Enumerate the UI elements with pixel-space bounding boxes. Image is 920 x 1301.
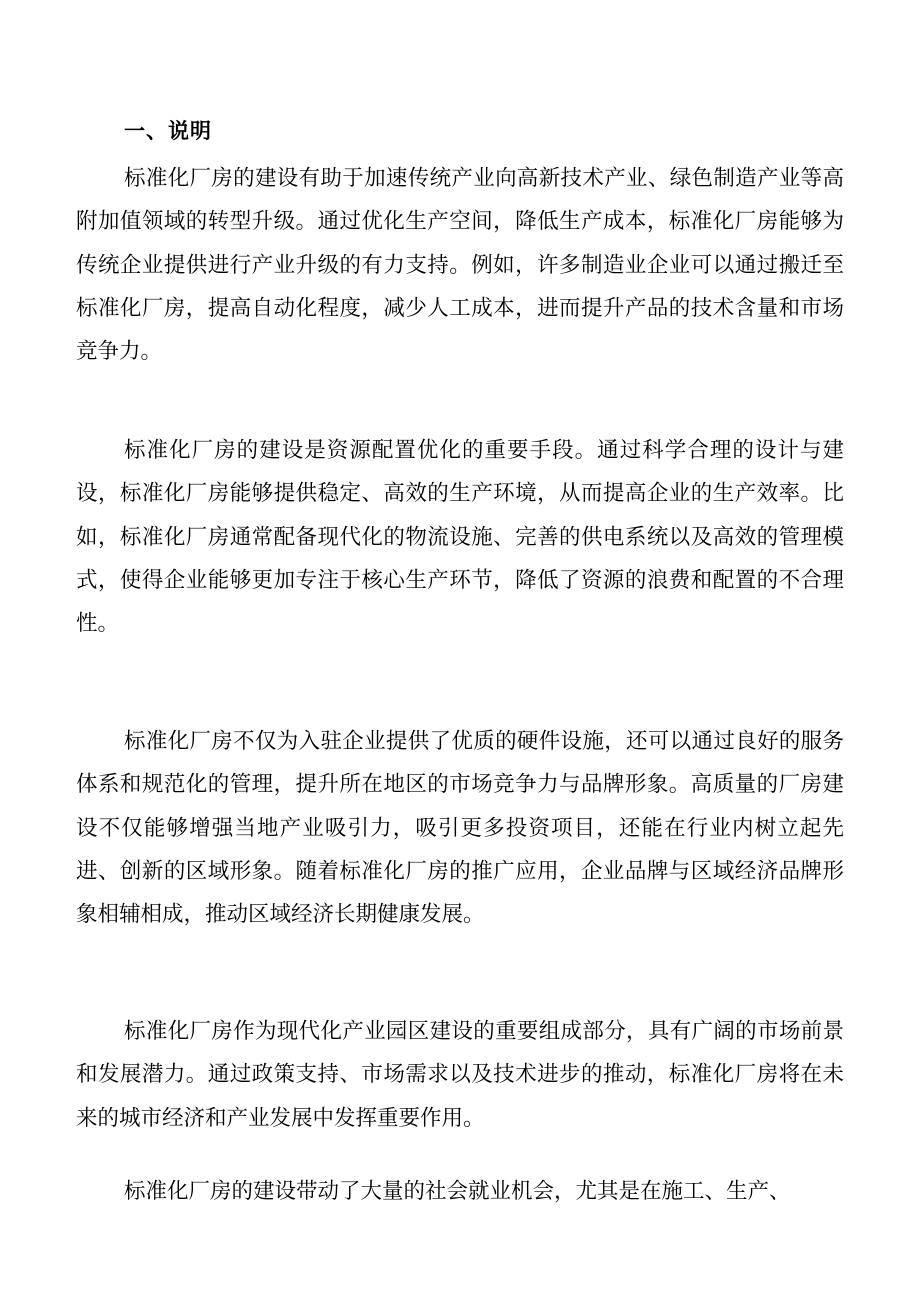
- paragraph-2: 标准化厂房的建设是资源配置优化的重要手段。通过科学合理的设计与建设，标准化厂房能够提供稳定、高效的生产环境，从而提高企业的生产效率。比如，标准化厂房通常配备现代化的物流设施、完善的供电系统以及高效的管理模式，使得企业能够更加专注于核心生产环节，降低了资源的浪费和配置的不合理性。: [76, 438, 844, 637]
- paragraph-1: 标准化厂房的建设有助于加速传统产业向高新技术产业、绿色制造产业等高附加值领域的转型升级。通过优化生产空间，降低生产成本，标准化厂房能够为传统企业提供进行产业升级的有力支持。例如，许多制造业企业可以通过搬迁至标准化厂房，提高自动化程度，减少人工成本，进而提升产品的技术含量和市场竞争力。: [76, 166, 844, 365]
- paragraph-4: 标准化厂房作为现代化产业园区建设的重要组成部分，具有广阔的市场前景和发展潜力。通过政策支持、市场需求以及技术进步的推动，标准化厂房将在未来的城市经济和产业发展中发挥重要作用。: [76, 1019, 844, 1131]
- section-heading: 一、说明: [124, 118, 212, 143]
- paragraph-5: 标准化厂房的建设带动了大量的社会就业机会，尤其是在施工、生产、: [124, 1179, 791, 1204]
- paragraph-3: 标准化厂房不仅为入驻企业提供了优质的硬件设施，还可以通过良好的服务体系和规范化的管理，提升所在地区的市场竞争力与品牌形象。高质量的厂房建设不仅能够增强当地产业吸引力，吸引更多投资项目，还能在行业内树立起先进、创新的区域形象。随着标准化厂房的推广应用，企业品牌与区域经济品牌形象相辅相成，推动区域经济长期健康发展。: [76, 729, 844, 928]
